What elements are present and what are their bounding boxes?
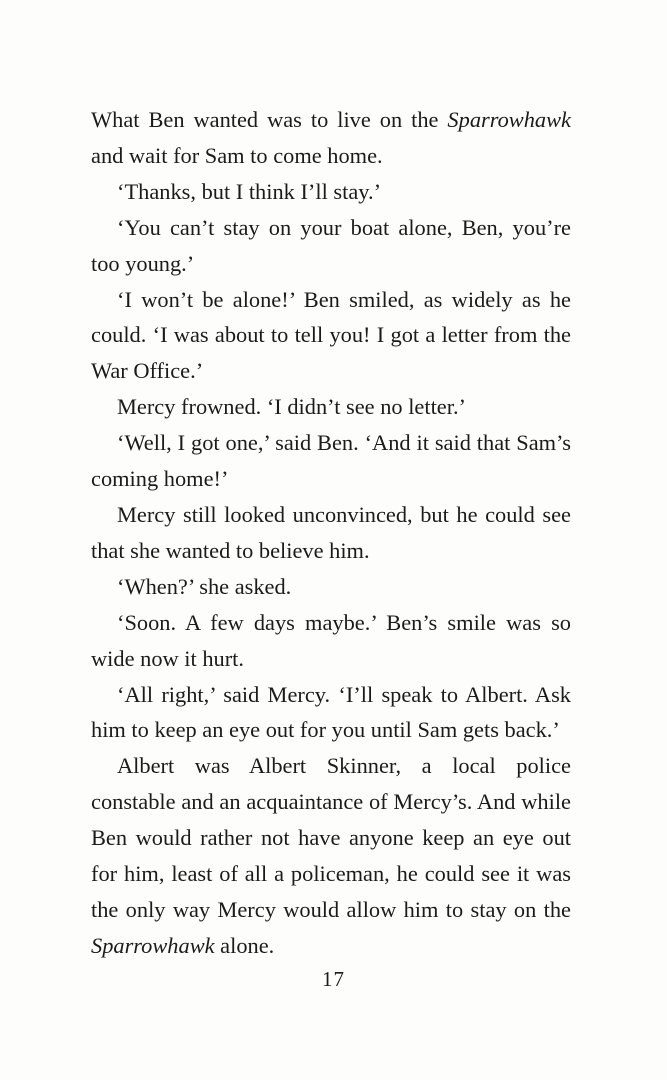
text-run: alone. — [214, 932, 275, 958]
paragraph — [91, 174, 571, 210]
text-run: ‘Thanks, but I think I’ll stay.’ — [117, 178, 382, 204]
text-run: ‘I won’t be alone!’ Ben smiled, as widely as he could. ‘I was about to tell you! I got a letter from the War Office.’ — [91, 286, 571, 384]
text-run: Mercy still looked unconvinced, but he could see that she wanted to believe him. — [91, 501, 571, 563]
paragraph — [91, 389, 571, 425]
text-run: ‘When?’ she asked. — [117, 573, 292, 599]
text-run: What Ben wanted was to live on the — [91, 107, 448, 132]
paragraph — [91, 497, 571, 569]
text-run: Albert was Albert Skinner, a local police constable and an acquaintance of Mercy’s. And while Ben would rather not have anyone keep an eye out for him, least of all a policeman, he could see it was the only way Mercy would allow him to stay on the — [91, 753, 571, 922]
body-text — [91, 102, 571, 964]
paragraph — [91, 102, 571, 174]
page-number: 17 — [322, 967, 345, 991]
text-run: ‘Well, I got one,’ said Ben. ‘And it said that Sam’s coming home!’ — [91, 430, 571, 492]
paragraph — [91, 282, 571, 390]
text-run: and wait for Sam to come home. — [91, 142, 383, 168]
text-run: ‘All right,’ said Mercy. ‘I’ll speak to Albert. Ask him to keep an eye out for you until Sam gets back.’ — [91, 681, 571, 743]
text-run: Mercy frowned. ‘I didn’t see no letter.’ — [117, 394, 467, 420]
italic-title: Sparrowhawk — [447, 107, 571, 132]
text-run: ‘Soon. A few days maybe.’ Ben’s smile was so wide now it hurt. — [91, 609, 571, 671]
paragraph — [91, 605, 571, 677]
paragraph — [91, 425, 571, 497]
paragraph — [91, 210, 571, 282]
text-run: ‘You can’t stay on your boat alone, Ben, you’re too young.’ — [91, 214, 571, 276]
paragraph — [91, 569, 571, 605]
paragraph — [91, 677, 571, 749]
paragraph — [91, 748, 571, 963]
italic-title: Sparrowhawk — [91, 932, 215, 958]
